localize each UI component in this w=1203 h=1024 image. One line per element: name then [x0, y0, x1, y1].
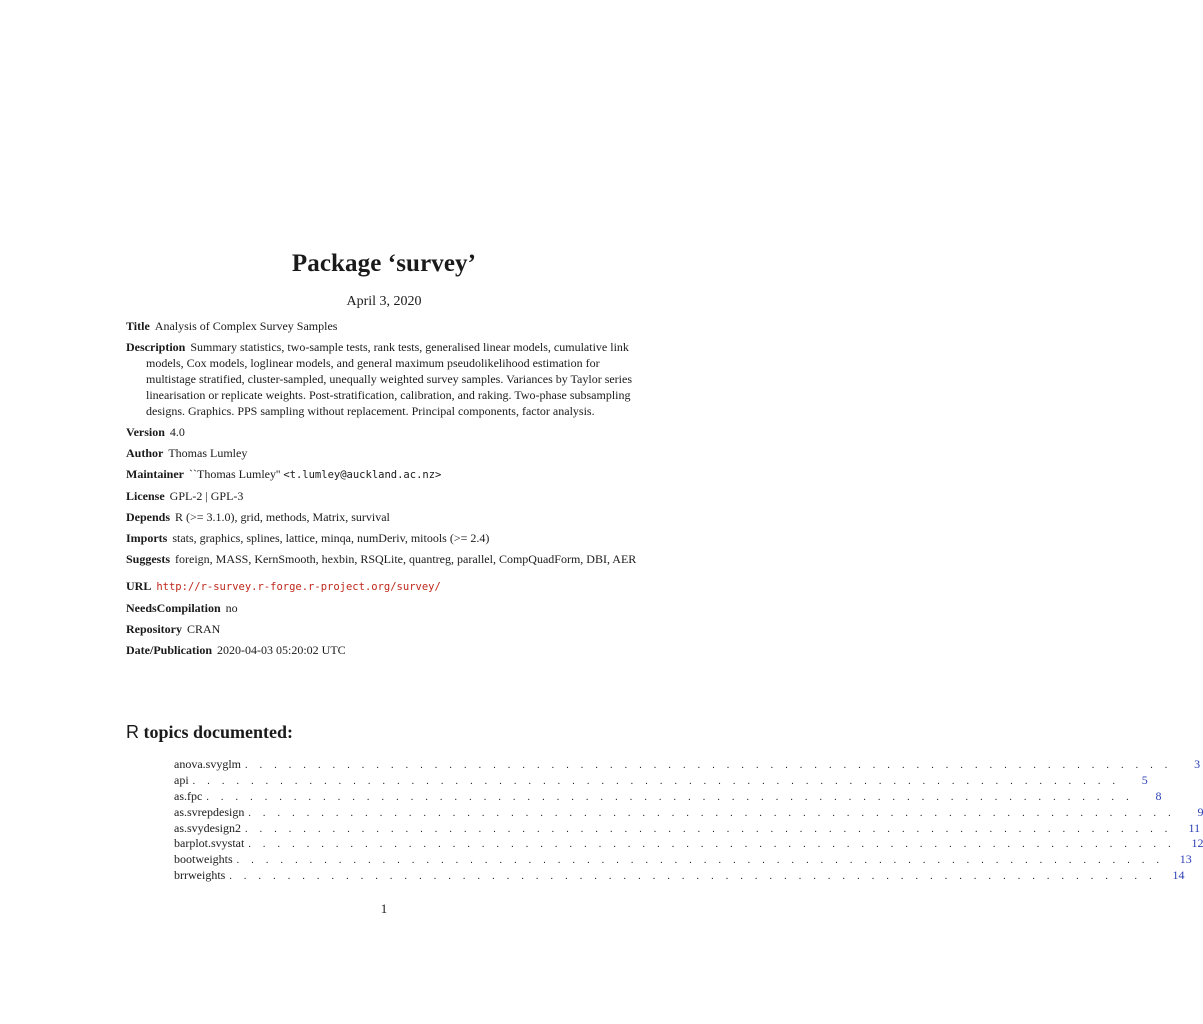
toc-entry[interactable]	[174, 836, 1203, 852]
maintainer-email: <t.lumley@auckland.ac.nz>	[283, 469, 442, 481]
field-key: URL	[126, 579, 152, 593]
field-key: License	[126, 489, 165, 503]
toc-leader-dots: . . . . . . . . . . . . . . . . . . . . . . . . . . . . . . . . . . . . . . . . . . . . . . . . . . . . . . . . . . . . . . . .	[245, 823, 1173, 835]
field-version	[126, 424, 646, 440]
field-suggests	[126, 551, 646, 567]
toc-leader-dots: . . . . . . . . . . . . . . . . . . . . . . . . . . . . . . . . . . . . . . . . . . . . . . . . . . . . . . . . . . . . . . . .	[192, 775, 1120, 787]
field-value: no	[225, 601, 238, 615]
field-value: Analysis of Complex Survey Samples	[154, 319, 338, 333]
toc-leader-dots: . . . . . . . . . . . . . . . . . . . . . . . . . . . . . . . . . . . . . . . . . . . . . . . . . . . . . . . . . . . . . . . .	[206, 791, 1134, 803]
field-depends	[126, 509, 646, 525]
toc-entry[interactable]	[174, 852, 1192, 868]
toc-entry[interactable]	[174, 757, 1201, 773]
package-url-link[interactable]: http://r-survey.r-forge.r-project.org/survey/	[156, 581, 441, 593]
toc-leader-dots: . . . . . . . . . . . . . . . . . . . . . . . . . . . . . . . . . . . . . . . . . . . . . . . . . . . . . . . . . . . . . . . .	[229, 871, 1157, 883]
field-url	[126, 578, 646, 595]
toc-page-link[interactable]: 5	[1141, 772, 1148, 787]
section-heading-r: R	[126, 722, 139, 742]
toc-entry[interactable]	[174, 772, 1148, 789]
page-number: 1	[380, 901, 388, 916]
toc-page-link[interactable]: 12	[1191, 836, 1203, 851]
field-key: Title	[126, 319, 150, 333]
toc-entry[interactable]	[174, 820, 1201, 837]
field-value: CRAN	[187, 622, 221, 636]
field-key: NeedsCompilation	[126, 601, 221, 615]
toc-leader-dots: . . . . . . . . . . . . . . . . . . . . . . . . . . . . . . . . . . . . . . . . . . . . . . . . . . . . . . . . . . . . . . . .	[248, 839, 1176, 851]
toc-entry[interactable]	[174, 868, 1185, 884]
toc-entry-name: bootweights	[174, 852, 233, 867]
field-value: R (>= 3.1.0), grid, methods, Matrix, survival	[175, 510, 390, 524]
toc-entry-name: barplot.svystat	[174, 836, 245, 851]
field-value: ``Thomas Lumley''	[189, 467, 281, 481]
field-title	[126, 318, 646, 334]
field-value: foreign, MASS, KernSmooth, hexbin, RSQLite, quantreg, parallel, CompQuadForm, DBI, AER	[175, 552, 637, 566]
field-license	[126, 488, 646, 504]
toc-entry[interactable]	[174, 804, 1203, 821]
field-date-publication	[126, 642, 646, 658]
package-date: April 3, 2020	[346, 294, 422, 309]
field-key: Date/Publication	[126, 643, 212, 657]
toc-entry-name: api	[174, 772, 189, 787]
toc-entry-name: anova.svyglm	[174, 757, 241, 771]
section-heading-text: topics documented:	[139, 722, 293, 742]
toc-entry-name: as.svrepdesign	[174, 804, 245, 819]
field-key: Depends	[126, 510, 171, 524]
field-value: stats, graphics, splines, lattice, minqa, numDeriv, mitools (>= 2.4)	[172, 531, 490, 545]
field-repository	[126, 621, 646, 637]
toc-page-link[interactable]: 8	[1155, 788, 1162, 803]
field-value: Thomas Lumley	[168, 446, 248, 460]
field-key: Version	[126, 425, 165, 439]
section-heading	[126, 722, 293, 743]
field-imports	[126, 530, 646, 546]
field-key: Imports	[126, 531, 168, 545]
toc-entry-name: brrweights	[174, 868, 226, 883]
toc-leader-dots: . . . . . . . . . . . . . . . . . . . . . . . . . . . . . . . . . . . . . . . . . . . . . . . . . . . . . . . . . . . . . . . .	[236, 855, 1164, 867]
field-value: Summary statistics, two-sample tests, rank tests, generalised linear models, cumulative link models, Cox models, loglinear models, and general maximum pseudolikelihood estimation for multistage stratified, cluster-sampled, unequally weighted survey samples. Variances by Taylor series linearisation or replicate weights. Post-stratification, calibration, and raking. Two-phase subsampling designs. Graphics. PPS sampling without replacement. Principal components, factor analysis.	[146, 340, 633, 418]
field-value: GPL-2 | GPL-3	[169, 489, 244, 503]
field-value: 2020-04-03 05:20:02 UTC	[217, 643, 346, 657]
package-fields	[126, 318, 646, 663]
field-key: Maintainer	[126, 467, 184, 481]
field-author	[126, 445, 646, 461]
toc-page-link[interactable]: 9	[1197, 804, 1203, 819]
toc-leader-dots: . . . . . . . . . . . . . . . . . . . . . . . . . . . . . . . . . . . . . . . . . . . . . . . . . . . . . . . . . . . . . . . .	[248, 807, 1176, 819]
toc-page-link[interactable]: 13	[1179, 852, 1192, 867]
toc-entry[interactable]	[174, 788, 1162, 805]
field-key: Suggests	[126, 552, 171, 566]
field-needscompilation	[126, 600, 646, 616]
field-value: 4.0	[169, 425, 185, 439]
toc-page-link[interactable]: 3	[1194, 757, 1201, 771]
field-maintainer	[126, 466, 646, 483]
field-description	[126, 339, 646, 419]
field-key: Description	[126, 340, 186, 354]
package-title: Package ‘survey’	[291, 250, 477, 277]
field-key: Author	[126, 446, 164, 460]
toc-page-link[interactable]: 11	[1188, 820, 1201, 835]
table-of-contents	[174, 757, 1203, 884]
toc-leader-dots: . . . . . . . . . . . . . . . . . . . . . . . . . . . . . . . . . . . . . . . . . . . . . . . . . . . . . . . . . . . . . . . .	[245, 760, 1173, 771]
toc-entry-name: as.svydesign2	[174, 820, 241, 835]
toc-entry-name: as.fpc	[174, 788, 203, 803]
field-key: Repository	[126, 622, 182, 636]
toc-page-link[interactable]: 14	[1172, 868, 1185, 883]
